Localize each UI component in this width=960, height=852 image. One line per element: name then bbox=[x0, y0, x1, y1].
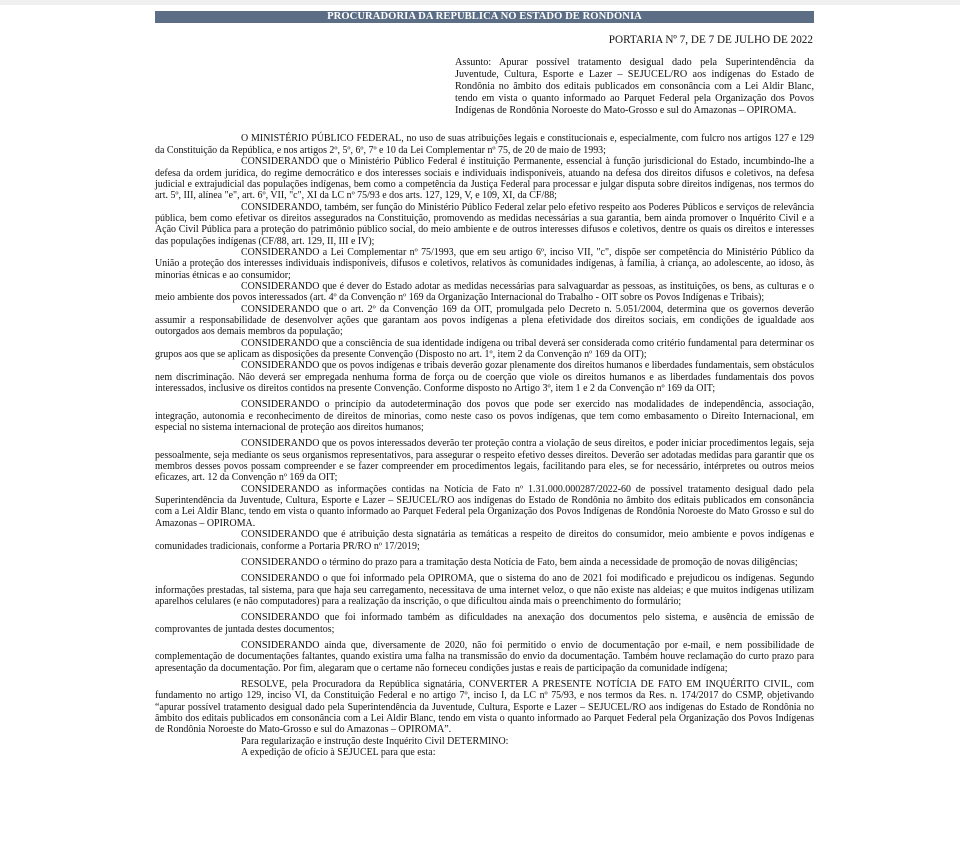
paragraph-considerando: CONSIDERANDO a Lei Complementar nº 75/1993, que em seu artigo 6º, inciso VII, "c", dispõe ser competência do Ministério Público da União a proteção dos interesses individuais indisponíveis, difusos e coletivos, relativos às comunidades indígenas, à família, à criança, ao adolescente, ao idoso, às minorias étnicas e ao consumidor; bbox=[155, 246, 814, 281]
paragraph-considerando: CONSIDERANDO o que foi informado pela OPIROMA, que o sistema do ano de 2021 foi modificado e prejudicou os indígenas. Segundo informações prestadas, tal sistema, para que haja seu carregamento, necessitava de uma internet veloz, o que não existe nas aldeias; e que muitos indígenas utilizam aparelhos celulares (e não computadores) para a realização da inscrição, o que dificultou ainda mais o preenchimento do formulário; bbox=[155, 573, 814, 607]
paragraph-resolve: RESOLVE, pela Procuradora da República signatária, CONVERTER A PRESENTE NOTÍCIA DE FATO EM INQUÉRITO CIVIL, com fundamento no artigo 129, inciso VI, da Constituição Federal e no artigo 7º, inciso I, da LC nº 75/93, e nos termos da Res. n. 174/2017 do CSMP, objetivando “apurar possível tratamento desigual dado pela Superintendência da Juventude, Cultura, Esporte e Lazer – SEJUCEL/RO aos indígenas do Estado de Rondônia no âmbito dos editais publicados em consonância com a Lei Aldir Blanc, tendo em vista o quanto informado ao Parquet Federal pela Organização dos Povos Indígenas de Rondônia Noroeste do Mato-Grosso e sul do Amazonas – OPIROMA”. bbox=[155, 678, 814, 736]
paragraph-considerando: CONSIDERANDO que os povos interessados deverão ter proteção contra a violação de seus direitos, e poder iniciar procedimentos legais, seja pessoalmente, seja mediante os seus organismos representativos, para assegurar o respeito efetivo desses direitos. Deverão ser adotadas medidas para garantir que os membros desses povos possam compreender e se fazer compreender em procedimentos legais, facilitando para eles, se for necessário, intérpretes ou outros meios eficazes, art. 12 da Convenção nº 169 da OIT; bbox=[155, 438, 814, 484]
viewer-top-edge bbox=[0, 0, 960, 5]
document-title: PORTARIA Nº 7, DE 7 DE JULHO DE 2022 bbox=[608, 34, 813, 46]
paragraph-expedicao: A expedição de ofício à SEJUCEL para que esta: bbox=[241, 747, 436, 758]
paragraph-considerando: CONSIDERANDO que os povos indígenas e tribais deverão gozar plenamente dos direitos humanos e liberdades fundamentais, sem obstáculos nem discriminação. Não deverá ser empregada nenhuma forma de força ou de coerção que viole os direitos humanos e as liberdades fundamentais dos povos interessados, inclusive os direitos contidos na presente Convenção. Conforme disposto no Artigo 3º, item 1 e 2 da Convenção nº 169 da OIT; bbox=[155, 360, 814, 395]
paragraph-considerando: CONSIDERANDO que foi informado também as dificuldades na anexação dos documentos pelo sistema, e ausência de emissão de comprovantes de juntada destes documentos; bbox=[155, 612, 814, 635]
paragraph-considerando: CONSIDERANDO que o art. 2º da Convenção 169 da OIT, promulgada pelo Decreto n. 5.051/2004, determina que os governos deverão assumir a responsabilidade de desenvolver ações que garantam aos povos indígenas a plena efetividade dos direitos sociais, em condições de igualdade aos outorgados aos demais membros da população; bbox=[155, 303, 814, 338]
paragraph-preamble: O MINISTÉRIO PÚBLICO FEDERAL, no uso de suas atribuições legais e constitucionais e, especialmente, com fulcro nos artigos 127 e 129 da Constituição da República, e nos artigos 2º, 5º, 6º, 7º e 10 da Lei Complementar nº 75, de 20 de maio de 1993; bbox=[155, 133, 814, 156]
paragraph-considerando: CONSIDERANDO que é dever do Estado adotar as medidas necessárias para salvaguardar as pessoas, as instituições, os bens, as culturas e o meio ambiente dos povos interessados (art. 4º da Convenção nº 169 da Organização Internacional do Trabalho - OIT sobre os Povos Indígenas e Tribais); bbox=[155, 280, 814, 304]
paragraph-considerando: CONSIDERANDO as informações contidas na Notícia de Fato nº 1.31.000.000287/2022-60 de possível tratamento desigual dado pela Superintendência da Juventude, Cultura, Esporte e Lazer – SEJUCEL/RO aos indígenas do Estado de Rondônia no âmbito dos editais publicados em consonância com a Lei Aldir Blanc, tendo em vista o quanto informado ao Parquet Federal pela Organização dos Povos Indígenas de Rondônia Noroeste do Mato Grosso e sul do Amazonas – OPIROMA. bbox=[155, 483, 814, 529]
document-body bbox=[155, 133, 814, 758]
paragraph-considerando: CONSIDERANDO, também, ser função do Ministério Público Federal zelar pelo efetivo respeito aos Poderes Públicos e serviços de relevância pública, bem como efetivar os direitos assegurados na Constituição, promovendo as medidas necessárias a sua garantia, bem ainda promover o Inquérito Civil e a Ação Civil Pública para a proteção do patrimônio público social, do meio ambiente e de outros interesses difusos e coletivos, dentre os quais os direitos e interesses das populações indígenas (CF/88, art. 129, II, III e IV); bbox=[155, 201, 814, 247]
paragraph-considerando: CONSIDERANDO que a consciência de sua identidade indígena ou tribal deverá ser considerada como critério fundamental para determinar os grupos aos que se aplicam as disposições da presente Convenção (Disposto no art. 1º, item 2 da Convenção nº 169 da OIT); bbox=[155, 337, 814, 360]
paragraph-considerando: CONSIDERANDO o princípio da autodeterminação dos povos que pode ser exercido nas modalidades de independência, associação, integração, autonomia e reconhecimento de direitos de minorias, como neste caso os povos indígenas, que tem como embasamento o Direito Internacional, em especial no sistema internacional de proteção aos direitos humanos; bbox=[155, 399, 814, 434]
paragraph-determino: Para regularização e instrução deste Inquérito Civil DETERMINO: bbox=[241, 735, 509, 747]
paragraph-considerando: CONSIDERANDO o término do prazo para a tramitação desta Notícia de Fato, bem ainda a necessidade de promoção de novas diligências; bbox=[241, 556, 798, 568]
paragraph-considerando: CONSIDERANDO ainda que, diversamente de 2020, não foi permitido o envio de documentação por e-mail, e nem possibilidade de complementação de documentações faltantes, quando existira uma falha na transmissão do envio da documentação. Também houve reclamação do curto prazo para apresentação da documentação. Por fim, alegaram que o certame não forneceu condições justas e reais de participação da comunidade indígena; bbox=[155, 639, 814, 674]
institution-header: PROCURADORIA DA REPÚBLICA NO ESTADO DE RONDÔNIA bbox=[155, 11, 814, 23]
paragraph-considerando: CONSIDERANDO que o Ministério Público Federal é instituição Permanente, essencial à função jurisdicional do Estado, incumbindo-lhe a defesa da ordem jurídica, do regime democrático e dos interesses sociais e individuais indisponíveis, atuando na defesa dos direitos difusos e coletivos, na defesa judicial e extrajudicial das populações indígenas, bem como a competência da Justiça Federal para processar e julgar disputa sobre direitos indígenas, nos termos do art. 5º, III, alínea "e", art. 6º, VII, "c", XI da LC nº 75/93 e dos arts. 127, 129, V, e 109, XI, da CF/88; bbox=[155, 156, 814, 202]
document-page bbox=[155, 11, 814, 758]
paragraph-considerando: CONSIDERANDO que é atribuição desta signatária as temáticas a respeito de direitos do consumidor, meio ambiente e povos indígenas e comunidades tradicionais, conforme a Portaria PR/RO nº 17/2019; bbox=[155, 529, 814, 552]
document-subject: Assunto: Apurar possível tratamento desigual dado pela Superintendência da Juventude, Cultura, Esporte e Lazer – SEJUCEL/RO aos indígenas do Estado de Rondônia no âmbito dos editais publicados em consonância com a Lei Aldir Blanc, tendo em vista o quanto informado ao Parquet Federal pela Organização dos Povos Indígenas de Rondônia Noroeste do Mato-Grosso e sul do Amazonas – OPIROMA. bbox=[455, 57, 814, 117]
